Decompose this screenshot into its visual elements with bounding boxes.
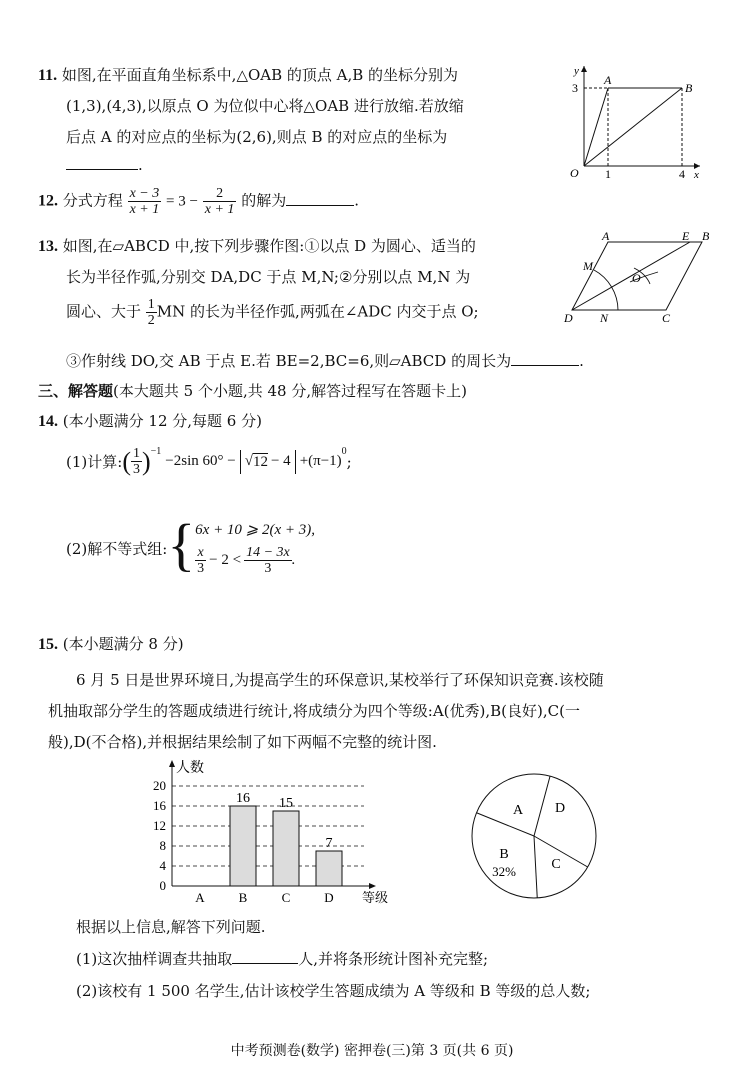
- q11-fig-x-label: x: [694, 169, 699, 180]
- section3-note: (本大题共 5 个小题,共 48 分,解答过程写在答题卡上): [113, 382, 467, 400]
- q13-figure: [562, 232, 712, 327]
- q14-number: 14.: [38, 413, 58, 430]
- q14-part1-rest1: −2sin 60° −: [165, 453, 236, 469]
- q12-number: 12.: [38, 192, 58, 210]
- pie-slice-boundary: [534, 836, 537, 898]
- q15-number: 15.: [38, 636, 58, 653]
- q12-fraction-2: $\frac{2}{x + 1}$: [204, 186, 235, 217]
- q13-half-fraction: $\frac{1}{2}$: [147, 297, 155, 328]
- q14-part1-exp: −1: [150, 446, 162, 457]
- pie-slice-boundary: [534, 836, 588, 867]
- pie-percent-B: 32%: [492, 864, 516, 879]
- y-tick-label: 8: [159, 838, 166, 853]
- q15-after: 根据以上信息,解答下列问题.: [76, 918, 266, 936]
- q14-part2-label: (2)解不等式组:: [66, 539, 168, 558]
- q15-para2: 机抽取部分学生的答题成绩进行统计,将成绩分为四个等级:A(优秀),B(良好),C(一: [48, 702, 580, 720]
- q14-part1-label: (1)计算:: [66, 453, 123, 471]
- x-axis-label: 等级: [362, 890, 389, 905]
- q14-part1-rest2: − 4: [270, 453, 291, 469]
- y-tick-label: 20: [153, 778, 166, 793]
- q14-header: [38, 410, 262, 431]
- q14-part1-rest3: +(π−1): [299, 453, 342, 469]
- q14-part1: (1)计算: ( $\frac{1}{3}$ ) $^{-1}$ −2sin 60° − √ 12 − 4 +(π−1) $^0$ ;: [66, 446, 352, 477]
- q13-fig-E: E: [682, 232, 690, 243]
- q14-part2: (2)解不等式组: { 6x + 10 ⩾ 2(x + 3), $\frac{x}{3}$ − 2 < $\frac{14 - 3x}{3}$ .: [66, 512, 316, 577]
- q15-ask1: (1)这次抽样调查共抽取 人,并将条形统计图补充完整;: [76, 950, 489, 968]
- q13-fig-N: N: [600, 311, 609, 325]
- y-tick-label: 16: [153, 798, 166, 813]
- q11-fig-A: A: [604, 73, 612, 87]
- q15-header: [38, 633, 184, 654]
- q13-fig-C: C: [662, 311, 671, 325]
- q12-prefix: 分式方程: [62, 191, 123, 210]
- q11-blank: [66, 168, 138, 170]
- q12-block: 12. 分式方程 $\frac{x - 3}{x + 1}$ = 3 − $\frac{2}{x + 1}$ 的解为 .: [38, 186, 359, 217]
- q12-blank: [286, 204, 354, 206]
- data-label-C: 15: [279, 796, 293, 811]
- q13-line4: ③作射线 DO,交 AB 于点 E.若 BE=2,BC=6,则▱ABCD 的周长为 .: [66, 352, 584, 370]
- q14-part1-sqrt: 12: [252, 453, 268, 470]
- q15-para1: 6 月 5 日是世界环境日,为提高学生的环保意识,某校举行了环保知识竞赛.该校随: [76, 671, 604, 689]
- q12-mid: = 3 −: [166, 193, 198, 210]
- q15-para3: 般),D(不合格),并根据结果绘制了如下两幅不完整的统计图.: [48, 733, 437, 751]
- y-tick-label: 4: [159, 858, 166, 873]
- q13-fig-D: D: [564, 311, 573, 325]
- q11-fig-B: B: [685, 81, 693, 95]
- q11-number: 11.: [38, 67, 58, 84]
- bar-C: [273, 811, 299, 886]
- q14-inequality-2: $\frac{x}{3}$ − 2 < $\frac{14 - 3x}{3}$ .: [197, 545, 296, 576]
- q11-line3: 后点 A 的对应点的坐标为(2,6),则点 B 的对应点的坐标为: [66, 128, 448, 146]
- q11-fig-tick4: 4: [679, 167, 685, 180]
- section3-header: [38, 380, 467, 401]
- pie-label-A: A: [512, 803, 524, 818]
- q13-fig-A: A: [602, 232, 610, 243]
- q15-header-text: (本小题满分 8 分): [62, 635, 184, 653]
- q11-fig-y-label: y: [574, 65, 579, 77]
- data-label-B: 16: [236, 791, 250, 806]
- q15-bar-chart: [136, 756, 416, 906]
- category-label-D: D: [324, 890, 334, 905]
- q14-part1-exp0: 0: [341, 446, 347, 457]
- pie-label-C: C: [551, 857, 561, 872]
- bar-D: [316, 851, 342, 886]
- q13-block: [38, 235, 476, 256]
- pie-slice-boundary: [534, 776, 550, 836]
- q13-line3: 圆心、大于 $\frac{1}{2}$ MN 的长为半径作弧,两弧在∠ADC 内交于点 O;: [66, 297, 479, 328]
- q13-line1: 如图,在▱ABCD 中,按下列步骤作图:①以点 D 为圆心、适当的: [62, 237, 476, 255]
- q14-part1-fraction: $\frac{1}{3}$: [132, 446, 140, 477]
- q15-ask2: (2)该校有 1 500 名学生,估计该校学生答题成绩为 A 等级和 B 等级的总人数;: [76, 982, 591, 1000]
- q11-answer-line: .: [66, 156, 143, 174]
- q11-line2: (1,3),(4,3),以原点 O 为位似中心将△OAB 进行放缩.若放缩: [66, 97, 464, 115]
- q15-blank: [232, 962, 298, 964]
- q13-fig-O: O: [632, 271, 641, 285]
- q11-figure: [560, 60, 710, 180]
- q11-fig-tick3: 3: [572, 81, 578, 95]
- q11-fig-tick1: 1: [605, 167, 611, 180]
- page-footer: 中考预测卷(数学) 密押卷(三)第 3 页(共 6 页): [230, 1043, 514, 1059]
- q14-inequality-1: 6x + 10 ⩾ 2(x + 3),: [195, 522, 316, 538]
- category-label-B: B: [238, 890, 248, 905]
- category-label-C: C: [281, 890, 291, 905]
- q11-fig-O: O: [570, 166, 579, 180]
- q11-line1: 如图,在平面直角坐标系中,△OAB 的顶点 A,B 的坐标分别为: [61, 66, 459, 84]
- x-axis-arrow: [369, 883, 376, 889]
- pie-slice-boundary: [477, 813, 534, 836]
- q13-number: 13.: [38, 238, 58, 255]
- section3-title: 三、解答题: [38, 382, 114, 400]
- q14-header-text: (本小题满分 12 分,每题 6 分): [62, 412, 262, 430]
- category-label-A: A: [195, 890, 205, 905]
- q15-pie-chart: [468, 772, 608, 904]
- q12-suffix: 的解为: [241, 191, 287, 210]
- y-tick-label: 12: [153, 818, 166, 833]
- q13-line2: 长为半径作弧,分别交 DA,DC 于点 M,N;②分别以点 M,N 为: [66, 268, 471, 286]
- y-tick-label: 0: [159, 878, 166, 893]
- q13-fig-M: M: [583, 259, 593, 273]
- y-axis-label: 人数: [176, 761, 204, 776]
- y-axis-arrow: [169, 760, 175, 767]
- data-label-D: 7: [325, 836, 333, 851]
- q11-block: [38, 64, 458, 85]
- q13-fig-B: B: [702, 232, 710, 243]
- pie-label-B: B: [499, 847, 509, 862]
- pie-label-D: D: [554, 801, 566, 816]
- bar-B: [230, 806, 256, 886]
- q13-blank: [511, 364, 579, 366]
- q12-fraction-1: $\frac{x - 3}{x + 1}$: [129, 186, 160, 217]
